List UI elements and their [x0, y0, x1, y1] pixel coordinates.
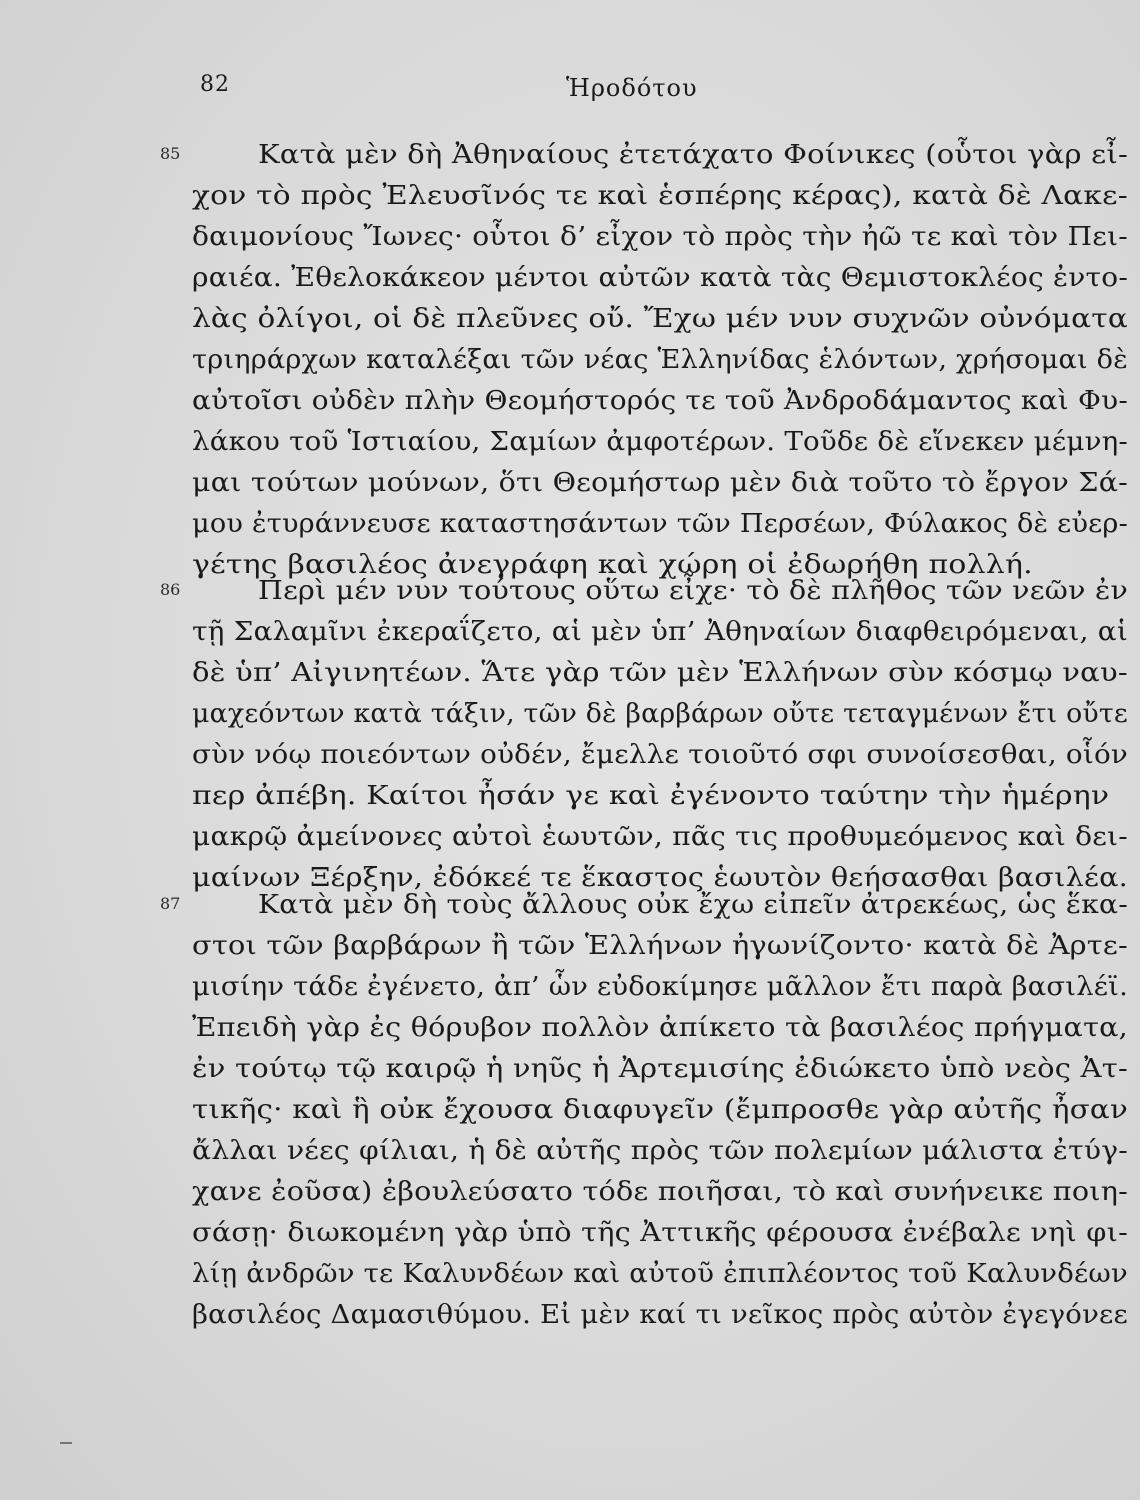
margin-mark [60, 1442, 72, 1444]
text-line: ἐν τούτῳ τῷ καιρῷ ἡ νηῦς ἡ Ἀρτεμισίης ἐδιώκετο ὑπὸ νεὸς Ἀτ- [192, 1054, 1128, 1084]
text-line: χανε ἐοῦσα) ἐβουλεύσατο τόδε ποιῆσαι, τὸ καὶ συνήνεικε ποιη- [192, 1177, 1128, 1207]
text-line: μαι τούτων μούνων, ὅτι Θεομήστωρ μὲν διὰ τοῦτο τὸ ἔργον Σά- [192, 468, 1128, 498]
text-line: ἄλλαι νέες φίλιαι, ἡ δὲ αὐτῆς πρὸς τῶν πολεμίων μάλιστα ἐτύγ- [192, 1136, 1128, 1166]
text-line: τριηράρχων καταλέξαι τῶν νέας Ἑλληνίδας ἑλόντων, χρήσομαι δὲ [192, 345, 1128, 375]
text-line: ραιέα. Ἐθελοκάκεον μέντοι αὐτῶν κατὰ τὰς Θεμιστοκλέος ἐντο- [192, 263, 1128, 293]
text-line: βασιλέος Δαμασιθύμου. Εἰ μὲν καί τι νεῖκος πρὸς αὐτὸν ἐγεγόνεε [192, 1300, 1128, 1330]
text-line: περ ἀπέβη. Καίτοι ἦσάν γε καὶ ἐγένοντο ταύτην τὴν ἡμέρην [192, 781, 1110, 811]
page-number: 82 [200, 72, 230, 97]
text-line: στοι τῶν βαρβάρων ἢ τῶν Ἑλλήνων ἠγωνίζοντο· κατὰ δὲ Ἀρτε- [192, 931, 1128, 961]
text-line: λὰς ὀλίγοι, οἱ δὲ πλεῦνες οὔ. Ἔχω μέν νυν συχνῶν οὐνόματα [192, 304, 1128, 334]
chapter-number: 86 [160, 580, 181, 599]
text-line: χον τὸ πρὸς Ἐλευσῖνός τε καὶ ἑσπέρης κέρας), κατὰ δὲ Λακε- [192, 181, 1128, 211]
text-line: Κατὰ μὲν δὴ τοὺς ἄλλους οὐκ ἔχω εἰπεῖν ἀτρεκέως, ὡς ἕκα- [258, 890, 1128, 920]
text-line: σάσῃ· διωκομένη γὰρ ὑπὸ τῆς Ἀττικῆς φέρουσα ἐνέβαλε νηὶ φι- [192, 1218, 1128, 1248]
text-line: αὐτοῖσι οὐδὲν πλὴν Θεομήστορός τε τοῦ Ἀνδροδάμαντος καὶ Φυ- [192, 386, 1128, 416]
text-line: μακρῷ ἀμείνονες αὐτοὶ ἑωυτῶν, πᾶς τις προθυμεόμενος καὶ δει- [192, 822, 1128, 852]
text-line: λίῃ ἀνδρῶν τε Καλυνδέων καὶ αὐτοῦ ἐπιπλέοντος τοῦ Καλυνδέων [192, 1259, 1128, 1289]
text-line: λάκου τοῦ Ἱστιαίου, Σαμίων ἀμφοτέρων. Τοῦδε δὲ εἵνεκεν μέμνη- [192, 427, 1128, 457]
text-line: μισίην τάδε ἐγένετο, ἀπ’ ὧν εὐδοκίμησε μᾶλλον ἔτι παρὰ βασιλέϊ. [192, 972, 1128, 1002]
text-line: Περὶ μέν νυν τούτους οὕτω εἶχε· τὸ δὲ πλῆθος τῶν νεῶν ἐν [258, 576, 1128, 606]
text-line: σὺν νόῳ ποιεόντων οὐδέν, ἔμελλε τοιοῦτό σφι συνοίσεσθαι, οἷόν [192, 740, 1128, 770]
text-line: δαιμονίους Ἴωνες· οὗτοι δ’ εἶχον τὸ πρὸς τὴν ἠῶ τε καὶ τὸν Πει- [192, 222, 1128, 252]
text-line: μαχεόντων κατὰ τάξιν, τῶν δὲ βαρβάρων οὔτε τεταγμένων ἔτι οὔτε [192, 699, 1128, 729]
text-line: μου ἐτυράννευσε καταστησάντων τῶν Περσέων, Φύλακος δὲ εὐερ- [192, 509, 1128, 539]
text-line: δὲ ὑπ’ Αἰγινητέων. Ἅτε γὰρ τῶν μὲν Ἑλλήνων σὺν κόσμῳ ναυ- [192, 658, 1128, 688]
text-line: τῇ Σαλαμῖνι ἐκεραΐζετο, αἱ μὲν ὑπ’ Ἀθηναίων διαφθειρόμεναι, αἱ [192, 617, 1128, 647]
chapter-number: 85 [160, 144, 181, 163]
chapter-number: 87 [160, 894, 181, 913]
text-line: Κατὰ μὲν δὴ Ἀθηναίους ἐτετάχατο Φοίνικες (οὗτοι γὰρ εἶ- [258, 140, 1128, 170]
text-line: μαίνων Ξέρξην, ἐδόκεέ τε ἕκαστος ἑωυτὸν θεήσασθαι βασιλέα. [192, 863, 1128, 893]
running-title: Ἡροδότου [566, 74, 698, 102]
text-line: Ἐπειδὴ γὰρ ἐς θόρυβον πολλὸν ἀπίκετο τὰ βασιλέος πρήγματα, [192, 1013, 1128, 1043]
text-line: τικῆς· καὶ ἣ οὐκ ἔχουσα διαφυγεῖν (ἔμπροσθε γὰρ αὐτῆς ἦσαν [192, 1095, 1128, 1125]
text-line: γέτης βασιλέος ἀνεγράφη καὶ χώρη οἱ ἐδωρήθη πολλή. [192, 550, 1033, 580]
